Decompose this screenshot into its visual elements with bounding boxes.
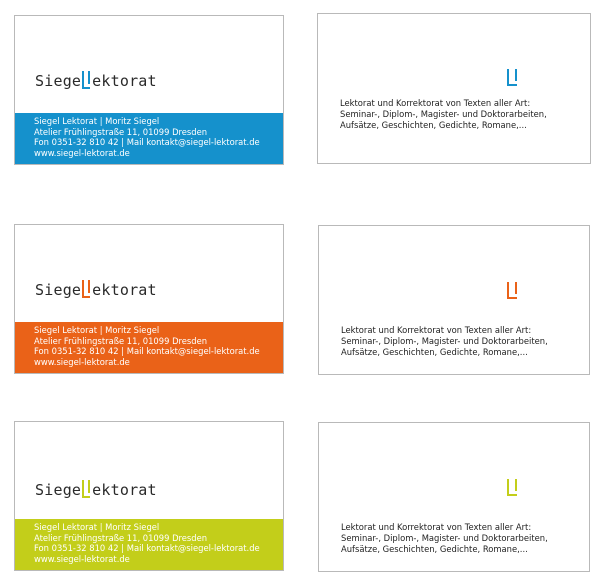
- logo-text-left: Siege: [35, 72, 82, 90]
- services-line-2: Seminar-, Diplom-, Magister- und Doktorarbeiten,: [341, 336, 548, 346]
- services-line-3: Aufsätze, Geschichten, Gedichte, Romane,...: [341, 347, 528, 357]
- logo: [35, 480, 157, 499]
- bracket-logo-icon: [82, 280, 90, 298]
- contact-line-phone-mail: Fon 0351-32 810 42 | Mail kontakt@siegel-lektorat.de: [34, 543, 260, 554]
- contact-line-name: Siegel Lektorat | Moritz Siegel: [34, 116, 160, 126]
- contact-band: [15, 113, 283, 164]
- business-card-front-green: [14, 421, 284, 571]
- contact-line-name: Siegel Lektorat | Moritz Siegel: [34, 325, 160, 335]
- bracket-logo-icon: [507, 479, 517, 496]
- services-text: [341, 325, 548, 358]
- contact-band: [15, 322, 283, 373]
- contact-line-web: www.siegel-lektorat.de: [34, 553, 130, 564]
- logo: [35, 71, 157, 90]
- services-line-1: Lektorat und Korrektorat von Texten aller Art:: [341, 325, 532, 335]
- business-card-front-orange: [14, 224, 284, 374]
- logo-text-right: ektorat: [92, 281, 157, 299]
- contact-line-phone-mail: Fon 0351-32 810 42 | Mail kontakt@siegel-lektorat.de: [34, 346, 260, 357]
- contact-band: [15, 519, 283, 570]
- logo-text-right: ektorat: [92, 72, 157, 90]
- logo-text-right: ektorat: [92, 481, 157, 499]
- contact-line-web: www.siegel-lektorat.de: [34, 147, 130, 158]
- services-text: [340, 98, 547, 131]
- business-card-back-blue: [317, 13, 591, 164]
- business-card-back-orange: [318, 225, 590, 375]
- services-line-3: Aufsätze, Geschichten, Gedichte, Romane,...: [340, 120, 527, 130]
- services-line-1: Lektorat und Korrektorat von Texten aller Art:: [340, 98, 531, 108]
- business-card-back-green: [318, 422, 590, 572]
- services-line-2: Seminar-, Diplom-, Magister- und Doktorarbeiten,: [340, 109, 547, 119]
- contact-line-address: Atelier Frühlingstraße 11, 01099 Dresden: [34, 532, 208, 543]
- services-text: [341, 522, 548, 555]
- bracket-logo-icon: [507, 69, 517, 86]
- business-card-front-blue: [14, 15, 284, 165]
- logo: [35, 280, 157, 299]
- services-line-3: Aufsätze, Geschichten, Gedichte, Romane,...: [341, 544, 528, 554]
- services-line-2: Seminar-, Diplom-, Magister- und Doktorarbeiten,: [341, 533, 548, 543]
- contact-line-address: Atelier Frühlingstraße 11, 01099 Dresden: [34, 335, 208, 346]
- bracket-logo-icon: [507, 282, 517, 299]
- bracket-logo-icon: [82, 71, 90, 89]
- logo-text-left: Siege: [35, 281, 82, 299]
- services-line-1: Lektorat und Korrektorat von Texten aller Art:: [341, 522, 532, 532]
- contact-line-phone-mail: Fon 0351-32 810 42 | Mail kontakt@siegel-lektorat.de: [34, 137, 260, 148]
- logo-text-left: Siege: [35, 481, 82, 499]
- contact-line-address: Atelier Frühlingstraße 11, 01099 Dresden: [34, 126, 208, 137]
- contact-line-web: www.siegel-lektorat.de: [34, 356, 130, 367]
- bracket-logo-icon: [82, 480, 90, 498]
- contact-line-name: Siegel Lektorat | Moritz Siegel: [34, 522, 160, 532]
